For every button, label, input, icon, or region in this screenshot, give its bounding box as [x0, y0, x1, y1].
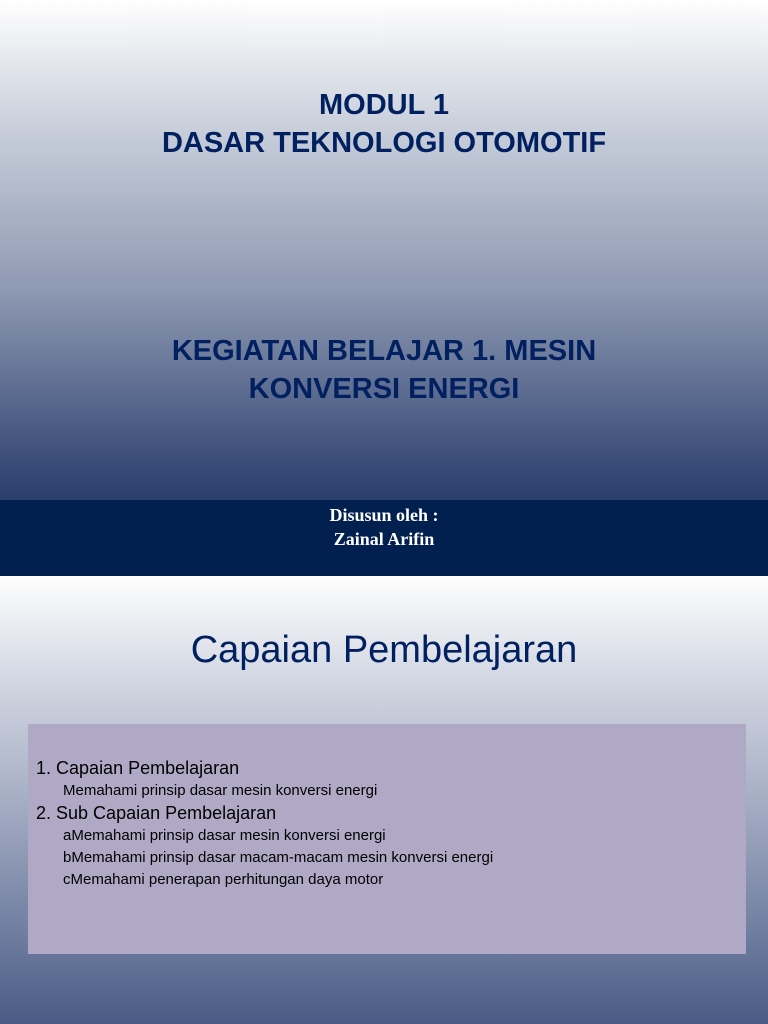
slide-2	[0, 576, 768, 1024]
module-title-line1: MODUL 1	[319, 89, 449, 121]
list-subitem: Memahami prinsip dasar mesin konversi energi	[63, 782, 378, 799]
slide-2-title: Capaian Pembelajaran	[190, 629, 578, 671]
author-name: Zainal Arifin	[333, 529, 435, 549]
subitem-marker: a	[63, 827, 72, 844]
module-title-line2: DASAR TEKNOLOGI OTOMOTIF	[161, 127, 607, 159]
author-band	[0, 500, 768, 576]
list-item-marker: 1.	[36, 758, 52, 778]
list-subitem-c	[36, 869, 746, 891]
subitem-text: Memahami prinsip dasar mesin konversi energi	[71, 827, 386, 844]
activity-title-line2: KONVERSI ENERGI	[248, 373, 520, 405]
subitem-text: Memahami penerapan perhitungan daya motor	[70, 871, 384, 888]
list-item-marker: 2.	[36, 803, 52, 823]
list-subitem-b	[36, 847, 746, 869]
subitem-text: Memahami prinsip dasar macam-macam mesin konversi energi	[71, 849, 494, 866]
subitem-marker: b	[63, 849, 72, 866]
subitem-marker: c	[63, 871, 71, 888]
activity-title-line1: KEGIATAN BELAJAR 1. MESIN	[171, 335, 597, 367]
activity-title	[60, 332, 708, 408]
module-title	[0, 86, 768, 162]
list-item-2	[36, 802, 746, 825]
list-item-text: Sub Capaian Pembelajaran	[56, 803, 277, 823]
list-item-1	[36, 757, 746, 780]
content-box	[28, 724, 746, 954]
list-subitem-a	[36, 825, 746, 847]
author-label: Disusun oleh :	[329, 505, 439, 525]
list-item-text: Capaian Pembelajaran	[56, 758, 240, 778]
